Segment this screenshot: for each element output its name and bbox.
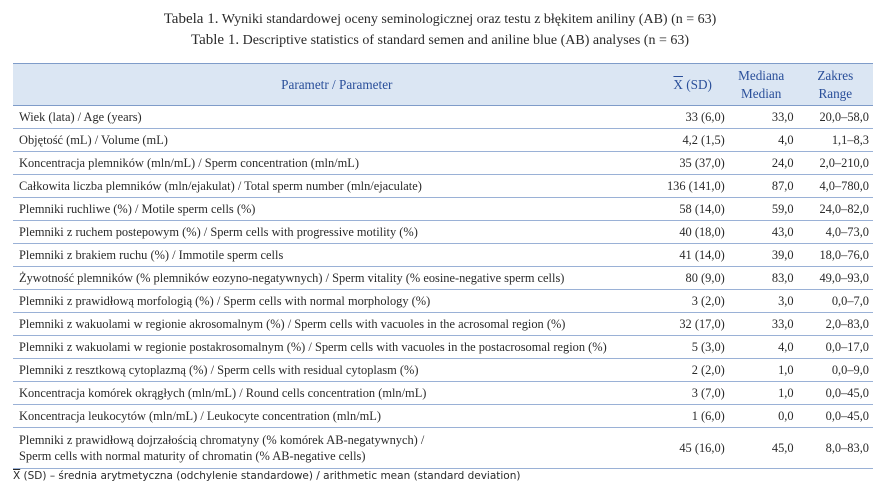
caption-polish-label: Tabela 1.	[163, 11, 219, 27]
header-row	[13, 64, 873, 106]
row-median: 24,0	[725, 152, 798, 175]
row-median: 4,0	[725, 129, 798, 152]
row-parameter: Objętość (mL) / Volume (mL)	[13, 129, 661, 152]
caption-english-text: Descriptive statistics of standard semen and aniline blue (AB) analyses (n = 63)	[242, 33, 690, 48]
caption-english	[0, 30, 880, 51]
row-median: 43,0	[725, 221, 798, 244]
row-median: 4,0	[725, 336, 798, 359]
row-mean: 5 (3,0)	[661, 336, 725, 359]
row-median: 0,0	[725, 405, 798, 428]
table-row	[13, 244, 873, 267]
table-row	[13, 198, 873, 221]
row-mean: 32 (17,0)	[661, 313, 725, 336]
row-median: 83,0	[725, 267, 798, 290]
row-range: 49,0–93,0	[798, 267, 873, 290]
row-range: 4,0–780,0	[798, 175, 873, 198]
caption-polish	[0, 0, 880, 30]
row-range: 2,0–83,0	[798, 313, 873, 336]
table-row	[13, 428, 873, 469]
row-range: 0,0–7,0	[798, 290, 873, 313]
row-parameter: Plemniki ruchliwe (%) / Motile sperm cells (%)	[13, 198, 661, 221]
row-parameter: Plemniki z ruchem postepowym (%) / Sperm cells with progressive motility (%)	[13, 221, 661, 244]
header-median-en: Median	[741, 85, 782, 101]
row-mean: 45 (16,0)	[661, 428, 725, 469]
row-mean: 80 (9,0)	[661, 267, 725, 290]
row-range: 8,0–83,0	[798, 428, 873, 469]
row-parameter: Całkowita liczba plemników (mln/ejakulat) / Total sperm number (mln/ejaculate)	[13, 175, 661, 198]
header-range-pl: Zakres	[817, 67, 854, 83]
row-mean: 136 (141,0)	[661, 175, 725, 198]
statistics-table	[13, 63, 873, 469]
table-row	[13, 129, 873, 152]
caption-polish-text: Wyniki standardowej oceny seminologicznej oraz testu z błękitem aniliny (AB) (n = 63)	[221, 12, 717, 27]
table-row	[13, 267, 873, 290]
row-mean: 3 (7,0)	[661, 382, 725, 405]
mean-symbol: $\overline{X}$	[673, 76, 683, 92]
footnote-mean-symbol: $\overline{X}$	[13, 470, 21, 482]
row-range: 0,0–9,0	[798, 359, 873, 382]
row-median: 87,0	[725, 175, 798, 198]
table-row	[13, 313, 873, 336]
row-range: 4,0–73,0	[798, 221, 873, 244]
row-mean: 3 (2,0)	[661, 290, 725, 313]
table-row	[13, 106, 873, 129]
row-parameter: Plemniki z brakiem ruchu (%) / Immotile sperm cells	[13, 244, 661, 267]
mean-sd-label: (SD)	[686, 76, 712, 92]
header-range-en: Range	[818, 85, 853, 101]
table-row	[13, 221, 873, 244]
header-parameter: Parametr / Parameter	[13, 64, 661, 106]
row-parameter: Żywotność plemników (% plemników eozyno-negatywnych) / Sperm vitality (% eosine-negative sperm cells)	[13, 267, 661, 290]
row-median: 59,0	[725, 198, 798, 221]
row-parameter: Wiek (lata) / Age (years)	[13, 106, 661, 129]
row-median: 45,0	[725, 428, 798, 469]
row-mean: 41 (14,0)	[661, 244, 725, 267]
caption-english-label: Table 1.	[190, 32, 240, 48]
row-parameter: Koncentracja komórek okrągłych (mln/mL) / Round cells concentration (mln/mL)	[13, 382, 661, 405]
row-median: 33,0	[725, 313, 798, 336]
table-row	[13, 152, 873, 175]
row-mean: 58 (14,0)	[661, 198, 725, 221]
row-range: 0,0–45,0	[798, 405, 873, 428]
table-caption	[0, 0, 880, 62]
row-parameter	[13, 428, 661, 469]
footnote	[13, 470, 520, 482]
row-mean: 35 (37,0)	[661, 152, 725, 175]
row-parameter: Plemniki z wakuolami w regionie akrosomalnym (%) / Sperm cells with vacuoles in the acrosomal region (%)	[13, 313, 661, 336]
table-row	[13, 290, 873, 313]
row-range: 2,0–210,0	[798, 152, 873, 175]
table-row	[13, 175, 873, 198]
footnote-text: (SD) – średnia arytmetyczna (odchylenie standardowe) / arithmetic mean (standard deviation)	[23, 470, 521, 482]
table-row	[13, 405, 873, 428]
table-body	[13, 106, 873, 469]
row-range: 24,0–82,0	[798, 198, 873, 221]
row-mean: 2 (2,0)	[661, 359, 725, 382]
row-median: 1,0	[725, 382, 798, 405]
row-parameter: Koncentracja leukocytów (mln/mL) / Leukocyte concentration (mln/mL)	[13, 405, 661, 428]
header-median-pl: Mediana	[738, 67, 785, 83]
row-parameter: Koncentracja plemników (mln/mL) / Sperm concentration (mln/mL)	[13, 152, 661, 175]
row-range: 18,0–76,0	[798, 244, 873, 267]
table-row	[13, 359, 873, 382]
row-median: 39,0	[725, 244, 798, 267]
table-row	[13, 382, 873, 405]
header-median	[725, 64, 798, 106]
row-range: 0,0–17,0	[798, 336, 873, 359]
table-row	[13, 336, 873, 359]
row-parameter: Plemniki z resztkową cytoplazmą (%) / Sperm cells with residual cytoplasm (%)	[13, 359, 661, 382]
table-header	[13, 64, 873, 106]
row-mean: 33 (6,0)	[661, 106, 725, 129]
row-median: 3,0	[725, 290, 798, 313]
row-mean: 4,2 (1,5)	[661, 129, 725, 152]
header-range	[798, 64, 873, 106]
row-median: 1,0	[725, 359, 798, 382]
row-range: 0,0–45,0	[798, 382, 873, 405]
row-parameter: Plemniki z wakuolami w regionie postakrosomalnym (%) / Sperm cells with vacuoles in the postacrosomal region (%)	[13, 336, 661, 359]
row-parameter-line2: Sperm cells with normal maturity of chromatin (% AB-negative cells)	[19, 449, 366, 463]
row-mean: 1 (6,0)	[661, 405, 725, 428]
row-median: 33,0	[725, 106, 798, 129]
row-range: 1,1–8,3	[798, 129, 873, 152]
row-parameter-line1: Plemniki z prawidłową dojrzałością chromatyny (% komórek AB-negatywnych) /	[19, 433, 425, 447]
header-mean	[661, 64, 725, 106]
row-mean: 40 (18,0)	[661, 221, 725, 244]
row-range: 20,0–58,0	[798, 106, 873, 129]
row-parameter: Plemniki z prawidłową morfologią (%) / Sperm cells with normal morphology (%)	[13, 290, 661, 313]
